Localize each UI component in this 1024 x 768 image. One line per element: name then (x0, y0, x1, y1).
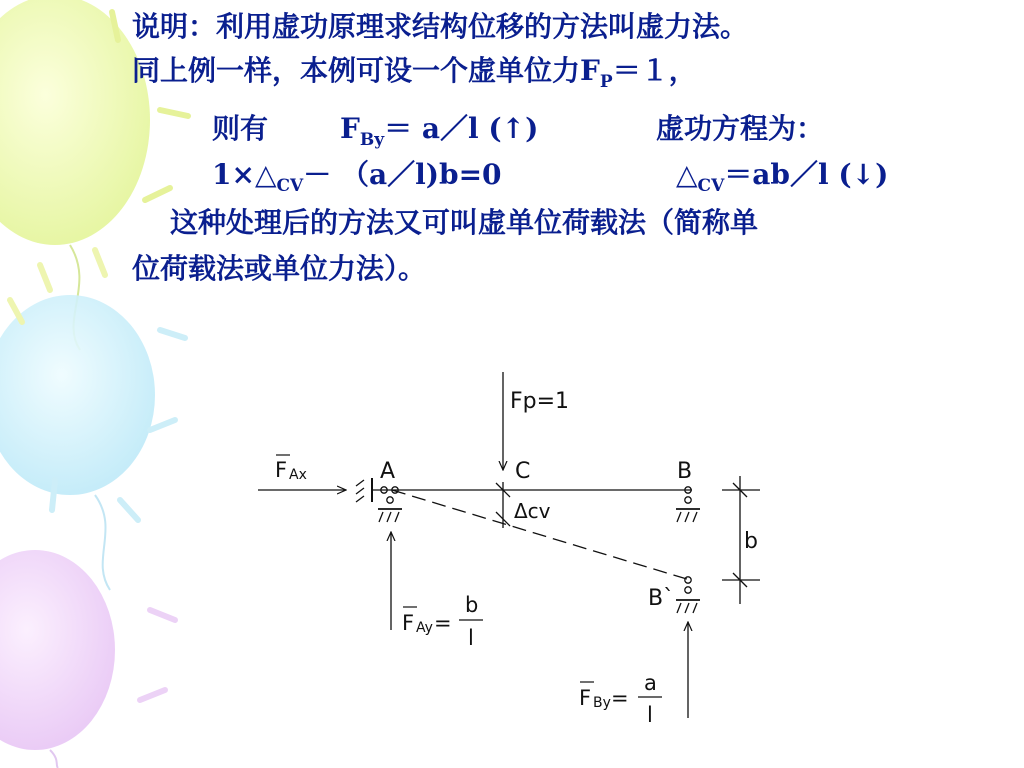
text-line-6: 位荷载法或单位力法）。 (132, 252, 427, 285)
label-c: C (515, 459, 531, 484)
svg-text:l: l (468, 626, 474, 650)
subscript-cv-2: CV (697, 176, 725, 196)
eq-left: 1×△ (212, 158, 277, 191)
svg-text:Ax: Ax (289, 467, 307, 483)
fby-symbol: F (340, 112, 360, 145)
eq-right: － （a／l)b=0 (303, 158, 502, 191)
svg-text:By: By (593, 695, 611, 711)
svg-text:b: b (465, 593, 479, 617)
fby-label (579, 671, 662, 727)
text-line-1: 说明：利用虚功原理求结构位移的方法叫虚力法。 (132, 10, 749, 43)
support-b-displaced (676, 577, 700, 613)
svg-text:F: F (579, 686, 592, 710)
label-a: A (380, 459, 396, 484)
fby-value: ＝ a／l (↑) (384, 112, 539, 145)
label-b-prime: B` (648, 586, 675, 611)
svg-text:l: l (647, 703, 653, 727)
svg-text:F: F (402, 611, 415, 635)
text-line-2-main: 同上例一样，本例可设一个虚单位力F (132, 54, 600, 87)
subscript-p: P (599, 72, 613, 92)
text-line-2-end: ＝１， (612, 54, 697, 87)
svg-text:F: F (275, 458, 288, 482)
svg-text:Ay: Ay (416, 620, 433, 636)
svg-text:=: = (611, 686, 629, 710)
label-b: B (677, 459, 693, 484)
fay-label (402, 593, 483, 650)
delta-symbol: △ (676, 158, 698, 191)
text-line-3-virtual-work: 虚功方程为： (656, 112, 825, 145)
subscript-by: By (359, 130, 385, 150)
text-line-5: 这种处理后的方法又可叫虚单位荷载法（简称单 (170, 206, 759, 239)
label-dcv: Δcv (514, 499, 551, 523)
result-value: ＝ab／l (↓) (724, 158, 889, 191)
load-label: Fp=1 (510, 389, 570, 414)
svg-text:a: a (644, 671, 657, 695)
fax-label (275, 455, 307, 483)
support-a (356, 478, 402, 522)
subscript-cv: CV (276, 176, 304, 196)
text-line-3-then: 则有 (212, 112, 269, 145)
svg-text:=: = (434, 611, 452, 635)
label-dimension-b: b (744, 529, 758, 554)
dcv-marker (496, 482, 510, 528)
support-b (676, 487, 700, 522)
